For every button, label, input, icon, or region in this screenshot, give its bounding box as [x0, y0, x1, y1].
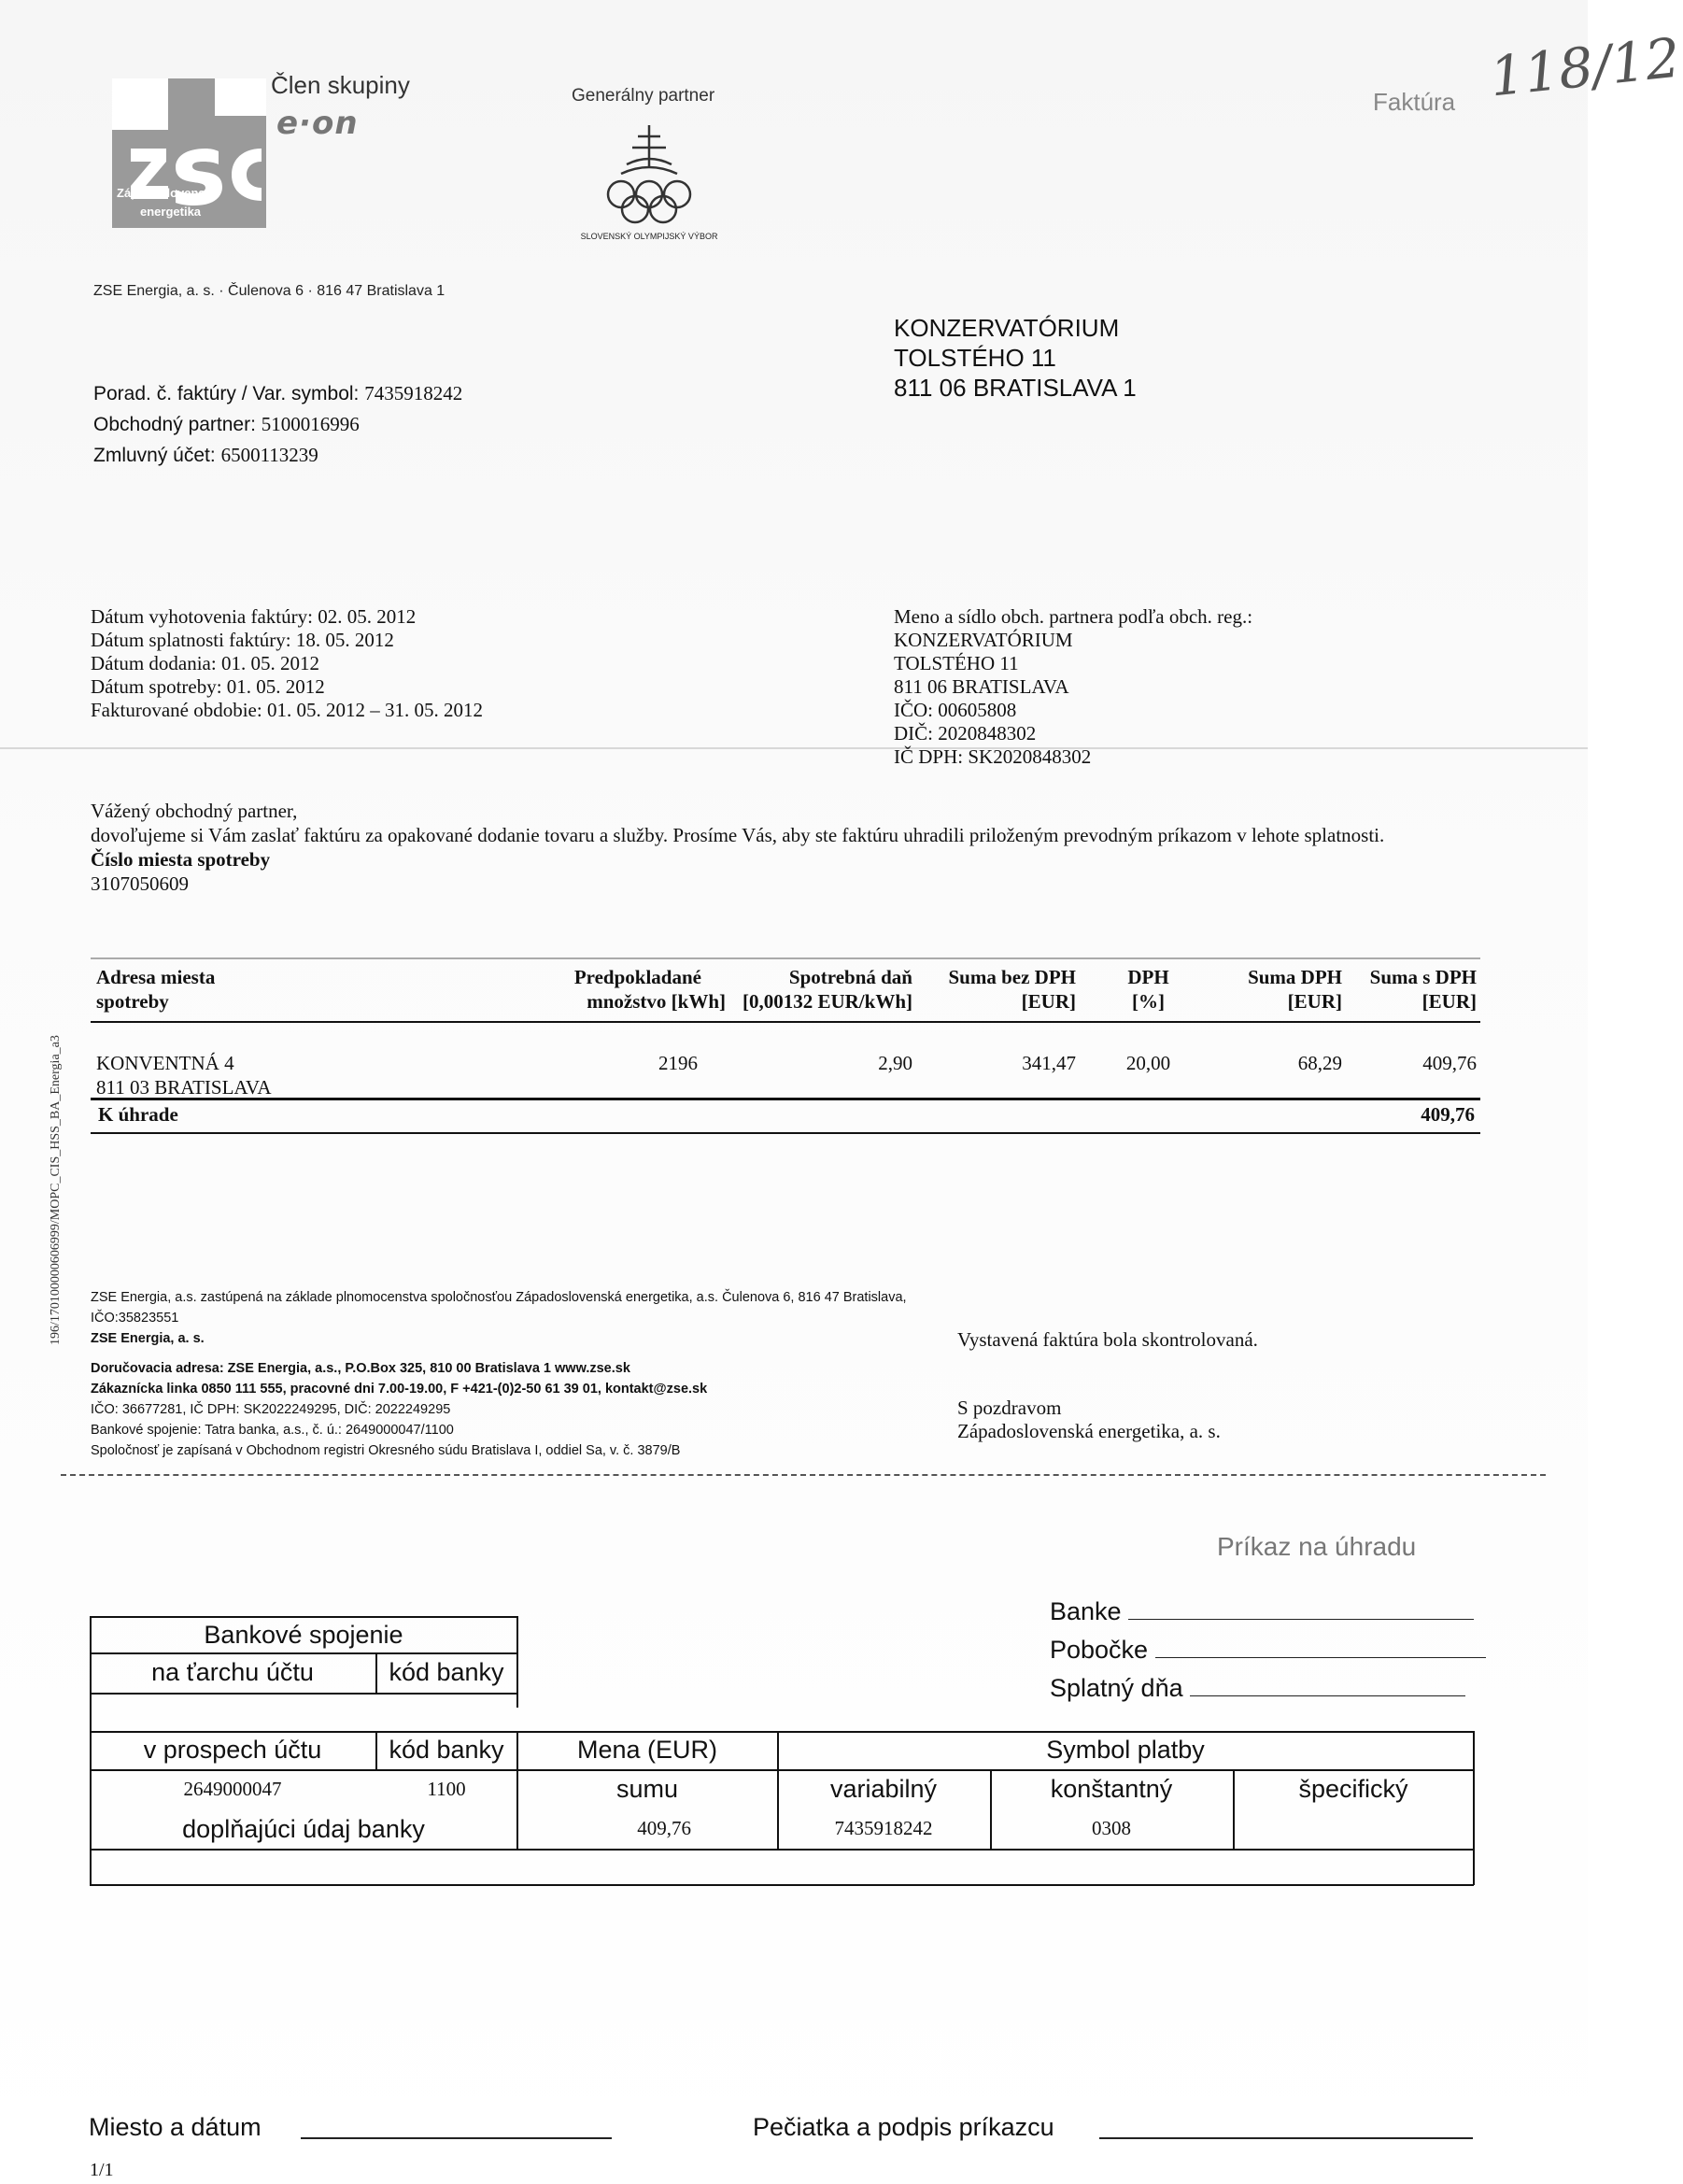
- general-partner-label: Generálny partner: [572, 86, 715, 106]
- variable-symbol-label: variabilný: [829, 1775, 938, 1803]
- sum-value: 409,76: [637, 1817, 691, 1839]
- date-delivery: Dátum dodania: 01. 05. 2012: [91, 652, 319, 674]
- eon-logo: e·on: [276, 105, 359, 142]
- form-border: [90, 1884, 1474, 1886]
- header-quantity-line: množstvo [kWh]: [587, 990, 726, 1013]
- logo-caption-line2: energetika: [140, 205, 202, 219]
- footer-line: ZSE Energia, a.s. zastúpená na základe plnomocenstva spoločnosťou Západoslovenská energetika, a.s. Čulenova 6, 816 47 Bratislava, IČO:35823551: [91, 1290, 907, 1326]
- credit-bank-code-label: kód banky: [389, 1736, 504, 1764]
- row-vat-rate: 20,00: [1125, 1052, 1171, 1074]
- constant-symbol-value: 0308: [1092, 1817, 1131, 1839]
- credit-account-value: 2649000047: [183, 1778, 282, 1800]
- page-number: 1/1: [90, 2160, 114, 2180]
- seat-line: IČ DPH: SK2020848302: [894, 745, 1092, 768]
- recipient-line: KONZERVATÓRIUM: [894, 314, 1120, 342]
- logo-caption-line1: Západoslovenská: [117, 186, 219, 200]
- stamp-signature-line[interactable]: [1099, 2137, 1473, 2139]
- header-gross-line: [EUR]: [1421, 990, 1477, 1013]
- place-date-label: Miesto a dátum: [89, 2113, 262, 2141]
- contract-label: Zmluvný účet:: [93, 445, 216, 466]
- form-border: [90, 1616, 517, 1618]
- footer-line: IČO: 36677281, IČ DPH: SK2022249295, DIČ: 2022249295: [91, 1402, 451, 1417]
- credit-account-label: v prospech účtu: [143, 1736, 322, 1764]
- header-gross-line: Suma s DPH: [1369, 966, 1477, 988]
- bank-label: Banke: [1050, 1597, 1122, 1625]
- checked-note: Vystavená faktúra bola skontrolovaná.: [957, 1328, 1258, 1351]
- row-quantity: 2196: [658, 1052, 698, 1074]
- payment-symbol-label: Symbol platby: [1046, 1736, 1205, 1764]
- header-address-line: spotreby: [96, 990, 169, 1013]
- stamp-signature-label: Pečiatka a podpis príkazcu: [753, 2113, 1054, 2141]
- signing-company: Západoslovenská energetika, a. s.: [957, 1420, 1221, 1442]
- member-label: Člen skupiny: [271, 71, 410, 99]
- greeting-body: dovoľujeme si Vám zaslať faktúru za opakované dodanie tovaru a služby. Prosíme Vás, aby ste faktúru uhradili priloženým prevodným príkazom v lehote splatnosti.: [91, 824, 1385, 846]
- currency-label: Mena (EUR): [576, 1736, 718, 1764]
- row-net-sum: 341,47: [1022, 1052, 1076, 1074]
- form-border: [90, 1693, 517, 1695]
- recipient-line: TOLSTÉHO 11: [894, 344, 1056, 372]
- invoice-number-value: 7435918242: [364, 382, 463, 404]
- credit-bank-code-value: 1100: [427, 1778, 466, 1800]
- bank-connection-label: Bankové spojenie: [204, 1621, 403, 1649]
- side-code-text: 196/170100000606999/MOPC_CIS_HSS_BA_Energia_a3: [49, 1035, 63, 1345]
- payment-order-title: Príkaz na úhradu: [1217, 1532, 1417, 1561]
- document-title: Faktúra: [1373, 88, 1456, 116]
- form-border: [90, 1652, 517, 1654]
- partner-value: 5100016996: [261, 413, 360, 435]
- contract-value: 6500113239: [220, 444, 318, 466]
- row-vat-sum: 68,29: [1297, 1052, 1342, 1074]
- header-address-line: Adresa miesta: [96, 966, 216, 988]
- seat-line: KONZERVATÓRIUM: [894, 629, 1073, 651]
- row-address-line: 811 03 BRATISLAVA: [96, 1076, 272, 1099]
- header-tax-line: Spotrebná daň: [788, 966, 912, 988]
- seat-line: 811 06 BRATISLAVA: [894, 675, 1069, 698]
- debit-bank-code-label: kód banky: [389, 1658, 504, 1686]
- row-excise-tax: 2,90: [878, 1052, 912, 1074]
- footer-line: Zákaznícka linka 0850 111 555, pracovné dni 7.00-19.00, F +421-(0)2-50 61 39 01, kontakt@zse.sk: [91, 1382, 708, 1397]
- header-net-line: [EUR]: [1021, 990, 1076, 1013]
- footer-line: ZSE Energia, a. s.: [91, 1331, 205, 1346]
- specific-symbol-label: špecifický: [1298, 1775, 1408, 1803]
- row-address-line: KONVENTNÁ 4: [96, 1052, 234, 1074]
- invoice-number-label: Porad. č. faktúry / Var. symbol:: [93, 383, 360, 404]
- header-tax-line: [0,00132 EUR/kWh]: [742, 990, 912, 1013]
- recipient-line: 811 06 BRATISLAVA 1: [894, 374, 1137, 402]
- partner-label: Obchodný partner:: [93, 414, 256, 435]
- footer-line: Doručovacia adresa: ZSE Energia, a.s., P.O.Box 325, 810 00 Bratislava 1 www.zse.sk: [91, 1361, 630, 1376]
- header-vat-sum-line: [EUR]: [1287, 990, 1342, 1013]
- seat-line: DIČ: 2020848302: [894, 722, 1037, 745]
- billing-period: Fakturované obdobie: 01. 05. 2012 – 31. 05. 2012: [91, 699, 483, 721]
- date-due: Dátum splatnosti faktúry: 18. 05. 2012: [91, 629, 394, 651]
- constant-symbol-label: konštantný: [1050, 1775, 1173, 1803]
- additional-bank-data-label: doplňajúci údaj banky: [182, 1815, 425, 1843]
- total-value: 409,76: [1421, 1103, 1475, 1126]
- form-border: [516, 1731, 1474, 1733]
- place-date-line[interactable]: [301, 2137, 612, 2139]
- consumption-place-label: Číslo miesta spotreby: [91, 848, 271, 871]
- footer-line: Bankové spojenie: Tatra banka, a.s., č. ú.: 2649000047/1100: [91, 1423, 454, 1438]
- header-quantity-line: Predpokladané: [573, 966, 701, 988]
- header-net-line: Suma bez DPH: [948, 966, 1076, 988]
- branch-label: Pobočke: [1050, 1636, 1149, 1664]
- olympic-caption: SLOVENSKÝ OLYMPIJSKÝ VÝBOR: [580, 232, 718, 241]
- due-label: Splatný dňa: [1050, 1674, 1183, 1702]
- total-label: K úhrade: [98, 1103, 178, 1126]
- row-gross-sum: 409,76: [1422, 1052, 1477, 1074]
- salutation: Vážený obchodný partner,: [91, 800, 298, 822]
- sender-address: ZSE Energia, a. s. · Čulenova 6 · 816 47 Bratislava 1: [93, 283, 446, 299]
- variable-symbol-value: 7435918242: [834, 1817, 933, 1839]
- consumption-place-value: 3107050609: [91, 872, 189, 895]
- seat-line: TOLSTÉHO 11: [894, 652, 1019, 674]
- regards: S pozdravom: [957, 1397, 1062, 1419]
- date-consumption: Dátum spotreby: 01. 05. 2012: [91, 675, 325, 698]
- handwritten-number: 118/12: [1487, 25, 1683, 109]
- form-border: [90, 1849, 1474, 1851]
- debit-account-label: na ťarchu účtu: [151, 1658, 314, 1686]
- footer-line: Spoločnosť je zapísaná v Obchodnom registri Okresného súdu Bratislava I, oddiel Sa, v. č. 3879/B: [91, 1443, 681, 1458]
- date-issued: Dátum vyhotovenia faktúry: 02. 05. 2012: [91, 605, 417, 628]
- header-vat-sum-line: Suma DPH: [1248, 966, 1342, 988]
- form-border: [90, 1769, 1474, 1771]
- sum-label: sumu: [615, 1775, 679, 1803]
- seat-line: IČO: 00605808: [894, 699, 1017, 721]
- seat-line: Meno a sídlo obch. partnera podľa obch. reg.:: [894, 605, 1253, 628]
- header-vat-rate-line: [%]: [1132, 990, 1165, 1013]
- header-vat-rate-line: DPH: [1127, 966, 1169, 988]
